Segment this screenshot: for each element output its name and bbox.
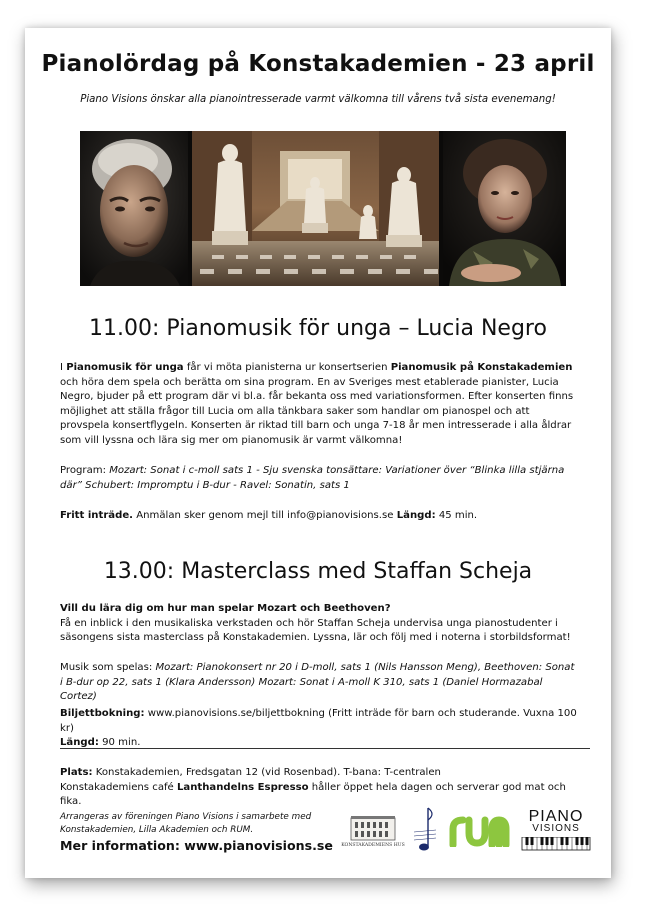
sculpture-hall-photo <box>192 131 439 286</box>
venue-info <box>60 766 580 810</box>
tagline: Piano Visions önskar alla pianointresserade varmt välkomna till vårens två sista evenemang! <box>80 94 556 105</box>
portrait-man-photo <box>80 131 188 286</box>
piano-visions-logo-top: PIANO <box>528 808 584 825</box>
piano-keys-icon <box>521 837 591 851</box>
more-info: Mer information: www.pianovisions.se <box>60 838 333 853</box>
event1-admission <box>60 509 580 524</box>
place-label: Plats: <box>60 767 93 778</box>
free-admission: Fritt inträde. <box>60 510 134 521</box>
music-label: Musik som spelas: <box>60 662 156 673</box>
length-value: 45 min. <box>435 510 478 521</box>
length-label: Längd: <box>396 510 436 521</box>
program-label: Program: <box>60 465 110 476</box>
event2-intro <box>60 602 580 646</box>
rum-logo <box>448 815 512 847</box>
konstakademien-logo-text: KONSTAKADEMIENS HUS <box>341 843 405 848</box>
lilla-akademien-logo <box>412 806 438 854</box>
page-title: Pianolördag på Konstakademien - 23 april <box>41 51 595 77</box>
event1-intro-text: får vi möta pianisterna ur konsertserien <box>183 362 391 373</box>
booking-text: www.pianovisions.se/biljettbokning (Fritt inträde för barn och studerande. Vuxna 100 kr) <box>60 708 577 734</box>
length-value: 90 min. <box>98 737 141 749</box>
music-text: Mozart: Pianokonsert nr 20 i D-moll, sats 1 (Nils Hansson Meng), Beethoven: Sonat i B-dur op 22, sats 1 (Klara Andersson) Mozart: Sonat i A-moll K 310, sats 1 (Daniel Hormazabal Cortez) <box>60 662 575 703</box>
cafe-name: Lanthandelns Espresso <box>176 781 309 793</box>
length-label: Längd: <box>60 737 99 749</box>
event1-intro-text: och höra dem spela och berätta om sina program. En av Sveriges mest etablerade pianister, Lucia Negro, bjuder på ett program där vi bl.a. får bekanta oss med variationsformen. Efter konserten finns möjlighet att ställa frågor till Lucia om alla tänkbara saker som handlar om pianospel och att provspela konsertflygeln. Konserten är riktad till barn och unga 7-18 år men intresserade i alla åldrar som vill lyssna och lära sig mer om pianomusik är varmt välkomna! <box>60 376 574 446</box>
cafe-text: håller öppet hela dagen och serverar god mat och fika. <box>60 781 566 808</box>
signup-info: Anmälan sker genom mejl till info@pianovisions.se <box>133 510 397 521</box>
photo-strip <box>80 131 566 286</box>
event1-intro-text: I <box>60 362 67 373</box>
booking-label: Biljettbokning: <box>60 708 145 719</box>
event1-heading: 11.00: Pianomusik för unga – Lucia Negro <box>89 316 547 341</box>
konstakademien-logo <box>343 812 403 852</box>
event1-series-name: Pianomusik för unga <box>66 362 184 373</box>
event2-question: Vill du lära dig om hur man spelar Mozart och Beethoven? <box>60 603 391 614</box>
divider <box>60 748 590 749</box>
portrait-woman-photo <box>443 131 566 286</box>
event2-booking <box>60 707 580 751</box>
event1-concert-series: Pianomusik på Konstakademien <box>390 362 573 373</box>
piano-visions-logo-bottom: VISIONS <box>532 823 580 834</box>
piano-visions-logo <box>521 809 591 853</box>
event2-music <box>60 661 580 705</box>
event2-intro-text: Få en inblick i den musikaliska verkstaden och hör Staffan Scheja undervisa unga pianostudenter i säsongens sista masterclass på Konstakademien. Lyssna, lär och följ med i noterna i storbildsformat! <box>60 617 571 644</box>
cafe-text: Konstakademiens café <box>60 781 177 793</box>
poster-sheet <box>25 28 611 878</box>
event1-intro <box>60 361 580 449</box>
organizers-note: Arrangeras av föreningen Piano Visions i samarbete med Konstakademien, Lilla Akademien och RUM. <box>60 812 312 835</box>
program-text: Mozart: Sonat i c-moll sats 1 - Sju svenska tonsättare: Variationer över “Blinka lilla stjärna där” Schubert: Impromptu i B-dur - Ravel: Sonatin, sats 1 <box>60 465 565 491</box>
event2-heading: 13.00: Masterclass med Staffan Scheja <box>103 559 533 584</box>
place-text: Konstakademien, Fredsgatan 12 (vid Rosenbad). T-bana: T-centralen <box>92 767 441 778</box>
event1-program <box>60 464 580 493</box>
